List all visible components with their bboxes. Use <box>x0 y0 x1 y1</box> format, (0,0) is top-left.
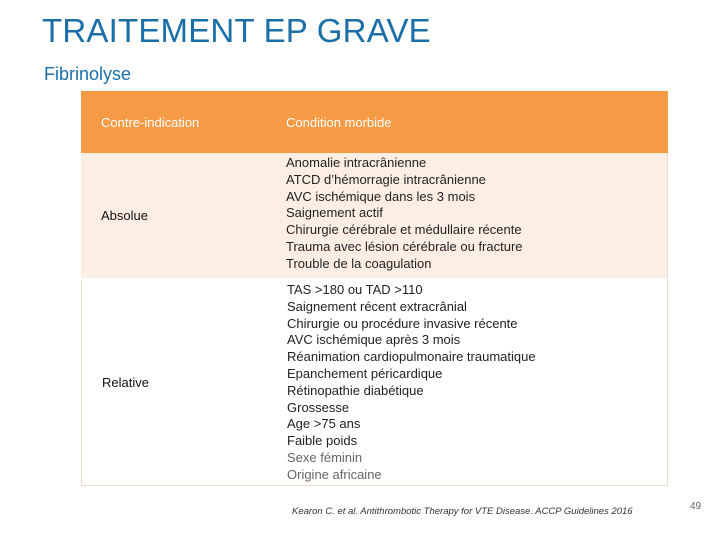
list-item: Saignement actif <box>286 205 383 221</box>
list-item: Origine africaine <box>287 466 382 482</box>
row-conditions-absolue <box>269 153 667 278</box>
row-conditions-relative <box>270 280 667 485</box>
list-item: Trouble de la coagulation <box>286 255 432 271</box>
list-item: Anomalie intracrânienne <box>286 155 427 170</box>
citation-footnote: Kearon C. et al. Antithrombotic Therapy for VTE Disease. ACCP Guidelines 2016 <box>292 506 633 517</box>
list-item: Trauma avec lésion cérébrale ou fracture <box>286 238 523 254</box>
list-item: Rétinopathie diabétique <box>287 382 424 398</box>
header-condition-morbide: Condition morbide <box>286 114 392 130</box>
table-row-relative <box>81 280 668 486</box>
list-item: AVC ischémique après 3 mois <box>287 332 461 348</box>
list-item: Saignement récent extracrânial <box>287 298 467 314</box>
row-label-relative: Relative <box>102 375 149 390</box>
list-item: Grossesse <box>287 399 350 415</box>
slide-subtitle: Fibrinolyse <box>44 64 132 84</box>
list-item: Faible poids <box>287 433 358 449</box>
table-row-absolue <box>81 153 668 280</box>
list-item: Sexe féminin <box>287 449 363 465</box>
list-item: AVC ischémique dans les 3 mois <box>286 188 476 204</box>
list-item: Age >75 ans <box>287 416 361 432</box>
table-header-row <box>81 91 668 153</box>
header-contre-indication: Contre-indication <box>101 114 200 130</box>
list-item: Réanimation cardiopulmonaire traumatique <box>287 349 536 365</box>
page-number: 49 <box>690 501 702 512</box>
list-item: Chirurgie cérébrale et médullaire récente <box>286 222 522 238</box>
list-item: TAS >180 ou TAD >110 <box>287 282 423 297</box>
slide-title: TRAITEMENT EP GRAVE <box>42 12 431 49</box>
row-label-absolue: Absolue <box>101 208 148 223</box>
list-item: ATCD d’hémorragie intracrânienne <box>286 171 486 187</box>
contraindication-table <box>81 91 668 486</box>
list-item: Epanchement péricardique <box>287 365 443 381</box>
list-item: Chirurgie ou procédure invasive récente <box>287 315 518 331</box>
